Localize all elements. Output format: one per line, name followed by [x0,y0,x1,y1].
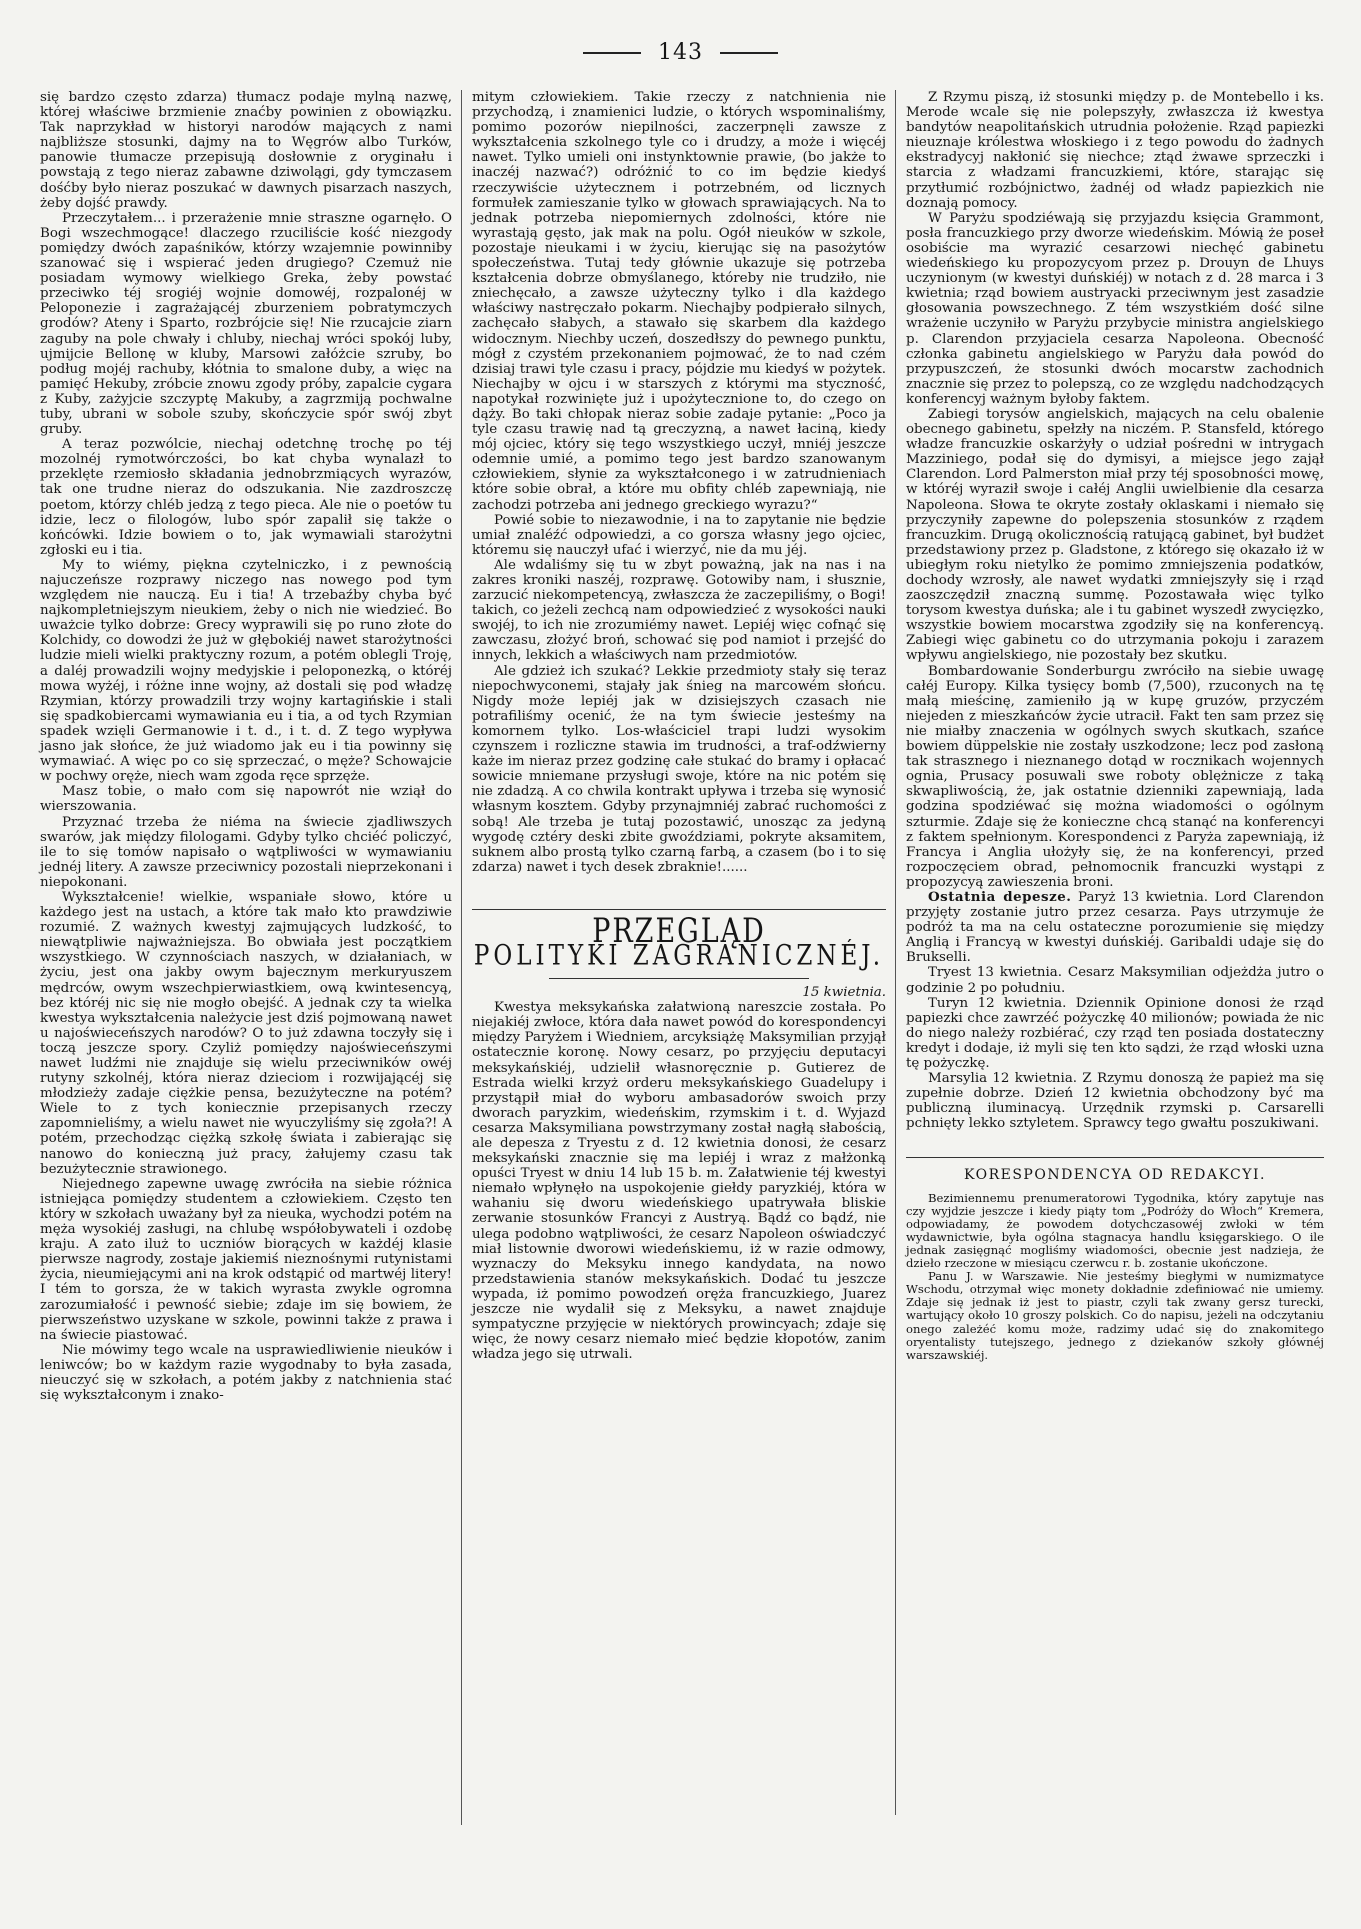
paragraph: Powié sobie to niezawodnie, i na to zapytanie nie będzie umiał znaléźć odpowiedzi, a co gorsza własny jego ojciec, któremu się nauczył ufać i wierzyć, nie da mu jéj. [472,512,886,558]
latest-dispatches [906,890,1324,965]
dispatch: Tryest 13 kwietnia. Cesarz Maksymilian odjeżdża jutro o godzinie 2 po południu. [906,965,1324,996]
column-divider [895,90,896,1815]
paragraph: Z Rzymu piszą, iż stosunki między p. de Montebello i ks. Merode wcale się nie polepszyły, zwłaszcza iż kwestya bandytów neapolitańskich utrudnia położenie. Rząd papiezki nieuznaje królestwa włoskiego i z tego powodu do żadnych ekstradycyj nakłonić się niechce; ztąd żwawe sprzeczki i starcia z władzami francuzkiemi, które, starając się przytłumić rozbójnictwo, żadnéj od władz papiezkich nie doznają pomocy. [906,90,1324,211]
text-column-2 [472,90,886,1362]
paragraph: W Paryżu spodziéwają się przyjazdu księcia Grammont, posła francuzkiego przy dworze wiedeńskim. Mówią że poseł osobiście ma wyrazić cesarzowi niechęć gabinetu wiedeńskiego ku propozycyom przez p. Drouyn de Lhuys uczynionym (w kwestyi duńskiéj) w notach z d. 28 marca i 3 kwietnia; rząd bowiem austryacki przeciwnym jest zasadzie głosowania powszechnego. Z tém wszystkiém dość silne wrażenie uczyniło w Paryżu przybycie ministra angielskiego p. Clarendon przyjaciela cesarza Napoleona. Obecność członka gabinetu angielskiego w Paryżu dała powód do przypuszczeń, że stosunki dwóch mocarstw zachodnich znacznie się przez to polepszą, co ze względu nadchodzących konferencyj ważnym byłoby faktem. [906,210,1324,407]
correspondence-heading: KORESPONDENCYA OD REDAKCYI. [906,1157,1324,1183]
dispatch: Marsylia 12 kwietnia. Z Rzymu donoszą że papież ma się zupełnie dobrze. Dzień 12 kwietnia obchodzony być ma publiczną iluminacyą. Urzędnik rzymski p. Carsarelli pchnięty lekko sztyletem. Sprawcy tego gwałtu poszukiwani. [906,1071,1324,1132]
latest-label: Ostatnia depesze. [928,888,1072,905]
text-column-3 [906,90,1324,1362]
paragraph: A teraz pozwólcie, niechaj odetchnę trochę po téj mozolnéj rymotwórczości, bo kat chyba wynalazł to przeklęte rzemiosło składania jednobrzmiących wyrazów, tak one trudne nieraz do odszukania. Nie zazdroszczę poetom, którzy chléb jedzą z tego pieca. Ale nie o poetów tu idzie, lecz o filologów, lubo spór zapalił się także o końcówki. Idzie bowiem o to, jak wymawiali starożytni zgłoski eu i tia. [40,437,452,558]
paragraph: Przeczytałem... i przerażenie mnie straszne ogarnęło. O Bogi wszechmogące! dlaczego rzuciliście kość niezgody pomiędzy dwóch zapaśników, którzy wzajemnie powinniby szanować się i wspierać jeden drugiego? Czemuż nie posiadam wymowy wielkiego Greka, żeby powstać przeciwko téj srogiéj wojnie domowéj, rozpalonéj w Peloponezie i zagrażającéj zburzeniem pobratymczych grodów? Ateny i Sparto, rozbrójcie się! Nie rzucajcie ziarn zaguby na pole chwały i chluby, niechaj wróci spokój luby, ujmijcie Bellonę w kluby, Marsowi załóżcie szruby, bo podług mojéj rachuby, kłótnia to smalone duby, a więc na pamięć Hekuby, zróbcie znowu zgody próby, zapalcie cygara z Kuby, zażyjcie szczyptę Makuby, a zagrzmiją pochwalne tuby, ubrani w sobole szuby, skończycie spór swój zbyt gruby. [40,210,452,438]
paragraph: Wykształcenie! wielkie, wspaniałe słowo, które u każdego jest na ustach, a które tak mało kto prawdziwie rozumié. Z ważnych kwestyj zajmujących ludzkość, to niewątpliwie najważniejsza. Bo obwiała jest początkiem wszystkiego. W czynnościach naszych, w działaniach, w życiu, jest ona jakby owym bajecznym merkuryuszem mędrców, owym wszechpierwiastkiem, ową kwintesencyą, bez któréj nic się nie mogło obejść. A jednak czy ta wielka kwestya wykształcenia należycie jest dziś pojmowaną nawet u najoświeceńszych narodów? O to już zdawna toczyły się i toczą jeszcze spory. Czyliż pomiędzy najoświeceńszymi nawet ludźmi nie znajduje się wielu przeciwników owéj rutyny szkolnéj, która nieraz dzieciom i rozwijającéj się młodzieży zadaje ciężkie pensa, bezużyteczne na potém? Wiele to z tych koniecznie przepisanych rzeczy zapomnieliśmy, a wielu nawet nie wyuczyliśmy się zgoła?! A potém, przechodząc ciężką szkołę świata i zabierając się nanowo do konieczną już pracy, żałujemy czasu tak bezużytecznie strawionego. [40,889,452,1177]
section-title-line-2: POLITYKI ZAGRANICZNÉJ. [473,940,885,972]
paragraph: Ale gdzież ich szukać? Lekkie przedmioty stały się teraz niepochwyconemi, stajały jak śnieg na marcowém słońcu. Nigdy może lepiéj jak w dzisiejszych czasach nie potrafiliśmy ocenić, że na tym świecie jesteśmy na komornem tylko. Los-właściciel trapi ludzi wysokim czynszem i rozliczne stawia im trudności, a traf-odźwierny każe im nieraz przez godzinę całe stukać do bramy i opłacać sowicie mniemane przysługi swoje, które na nic potém się nie zdadzą. A co chwila kontrakt upływa i trzeba się wynosić własnym kosztem. Gdyby przynajmniéj zabrać ruchomości z sobą! Ale trzeba je tutaj pozostawić, unosząc za jedyną wygodę cztéry deski zbite gwoździami, pokryte aksamitem, suknem albo prostą tylko czarną farbą, a czasem (bo i to się zdarza) nawet i tych desek zbraknie!...... [472,663,886,875]
paragraph: Przyznać trzeba że niéma na świecie zjadliwszych swarów, jak między filologami. Gdyby tylko chciéć policzyć, ile to się tomów napisało o wątpliwości w wymawianiu jednéj litery. A zawsze przeciwnicy pozostali nieprzekonani i niepokonani. [40,814,452,890]
header-rule-right [720,52,778,54]
dispatch: Paryż 13 kwietnia. Lord Clarendon przyjęty zostanie jutro przez cesarza. Pays utrzymuje że podróż ta ma na celu ostateczne porozumienie się między Anglią i Francyą w kwestyi duńskiéj. Garibaldi udaje się do Brukselli. [906,889,1324,966]
paragraph: Niejednego zapewne uwagę zwróciła na siebie różnica istniejąca pomiędzy studentem a człowiekiem. Często ten który w szkołach uważany był za nieuka, wychodzi potém na męża wysokiéj zasługi, na chlubę współobywateli i ozdobę kraju. A zato iluż to uczniów biorących w każdéj klasie pierwsze nagrody, zostaje jakiemiś nieznośnymi rutynistami życia, nieumiejącymi ani na krok odstąpić od martwéj litery! I tém to gorsza, że w takich wyrasta zwykle ogromna zarozumiałość i pewność siebie; zdaje im się bowiem, że pierwszeństwo uzyskane w szkole, powinni także z prawa i na świecie piastować. [40,1176,452,1343]
paragraph: Nie mówimy tego wcale na usprawiedliwienie nieuków i leniwców; bo w każdym razie wygodnaby to była zasada, nieuczyć się w szkołach, a potém jakby z natchnienia stać się wykształconym i znako- [40,1342,452,1404]
column-divider [461,90,462,1825]
section-heading [472,909,886,979]
page-header [0,40,1361,72]
section-title-line-1: PRZEGLĄD [592,911,766,951]
page-number: 143 [658,40,703,65]
header-rule-left [583,52,641,54]
paragraph: mitym człowiekiem. Takie rzeczy z natchnienia nie przychodzą, i znamienici ludzie, o których wspominaliśmy, pomimo pozorów niepilności, zaczerpnęli zawsze z wykształcenia szkolnego tyle co i drudzy, a może i więcéj nawet. Tylko umieli oni instynktownie prawie, (bo jakże to inaczéj nazwać?) odróżnić to co im będzie kiedyś rzeczywiście użytecznem i potrzebném, od licznych formułek zamieszanie tylko w głowach sprawiających. Na to jednak potrzeba niepomiernych zdolności, które nie wyrastają gęsto, jak mak na polu. Ogół nieuków w szkole, pozostaje nieukami i w życiu, kierując się na pasożytów społeczeństwa. Tutaj tedy głównie ukazuje się potrzeba kształcenia dobrze obmyślanego, któreby nie trudziło, nie zniechęcało, a zawsze użyteczny tylko i dla każdego właściwy nastręczało pokarm. Niechajby podpierało silnych, zachęcało słabych, a stawało się skarbem dla każdego widocznym. Niechby uczeń, doszedłszy do pewnego punktu, mógł z czystém przekonaniem pojmować, że to nad czém dzisiaj trawi tyle czasu i pracy, pójdzie mu kiedyś w pożytek. Niechajby w ojcu i w starszych z którymi ma styczność, napotykał rozwinięte już i upożytecznione to, do czego on dąży. Bo taki chłopak nieraz sobie zadaje pytanie: „Poco ja tyle czasu trawię nad tą greczyzną, a nawet łaciną, kiedy mój ojciec, który się tego wszystkiego uczył, mniéj jeszcze odemnie umié, a pomimo tego jest bardzo szanowanym człowiekiem, słynie za wykształconego i w zatrudnieniach które sobie obrał, a które mu obfity chléb zapewniają, nie zachodzi potrzeba ani jednego greckiego wyrazu?“ [472,90,886,513]
correspondence-section [906,1192,1324,1362]
paragraph: Zabiegi torysów angielskich, mających na celu obalenie obecnego gabinetu, spełzły na niczém. P. Stansfeld, którego władze francuzkie oskarżyły o udział pośredni w intrygach Mazziniego, podał się do dymisyi, a miejsce jego zajął Clarendon. Lord Palmerston miał przy téj sposobności mowę, w któréj wyraził swoje i całéj Anglii uwielbienie dla cesarza Napoleona. Słowa te okryte zostały oklaskami i niemało się przyczyniły zapewne do polepszenia stosunków z rządem francuzkim. Drugą okolicznością ratującą gabinet, był budżet przedstawiony przez p. Gladstone, z którego się okazało iż w ubiegłym roku nietylko że pomimo zmniejszenia podatków, dochody wzrosły, ale nawet wydatki zmniejszyły się i rząd zaoszczędził znaczną summę. Pozostawała więc tylko torysom kwestya duńska; ale i tu gabinet wyszedł zwycięzko, wszystkie bowiem mocarstwa zgodziły się na konferencyą. Zabiegi więc gabinetu co do utrzymania pokoju i zarazem wpływu angielskiego, nie pozostały bez skutku. [906,406,1324,664]
paragraph: My to wiémy, piękna czytelniczko, i z pewnością najuczeńsze rozprawy niczego nas nowego pod tym względem nie nauczą. Eu i tia! A trzebaźby chyba być najkompletniejszym nieukiem, żeby o nich nie wiedzieć. Bo uważcie tylko dobrze: Grecy wyprawili się po runo złote do Kolchidy, co dowodzi że już w głębokiéj nawet starożytności ludzie mieli wielki praktyczny rozum, a potém oblegli Troję, a daléj prowadzili wojny medyjskie i peloponezką, o któréj mowa wyżéj, i różne inne wojny, aż dostali się pod władzę Rzymian, którzy prowadzili trzy wojny kartagińskie i stali się spadkobiercami wymawiania eu i tia, a od tych Rzymian spadek wzięli Germanowie i t. d., i t. d. Z tego wypływa jasno jak słońce, że już wiadomo jak eu i tia powinny się wymawiać. A więc po co się sprzeczać, o męże? Schowajcie w pochwy oręże, niech wam zgoda ręce sprzęże. [40,557,452,785]
paragraph: się bardzo często zdarza) tłumacz podaje mylną nazwę, której właściwe brzmienie znaćby powinien z obowiązku. Tak naprzykład w historyi narodów mających z nami najbliższe stosunki, dajmy na to Węgrów albo Turków, panowie tłumacze przepisują dosłownie z oryginału i powstają z tego nieraz zabawne dziwolągi, gdy tymczasem dośćby było nieraz poszukać w dawnych pisarzach naszych, żeby dojść prawdy. [40,90,452,211]
paragraph: Masz tobie, o mało com się napowrót nie wziął do wierszowania. [40,784,452,815]
paragraph: Ale wdaliśmy się tu w zbyt poważną, jak na nas i na zakres kroniki naszéj, rozprawę. Gotowiby nam, i słusznie, zarzucić niekompetencyą, zwłaszcza że zaczepiliśmy, o Bogi! takich, co jeżeli zechcą nam odpowiedzieć z wysokości nauki swojéj, to ich nie zrozumiémy nawet. Lepiéj więc cofnąć się zawczasu, złożyć broń, schować się pod namiot i przejść do innych, lekkich a właściwych nam przedmiotów. [472,557,886,664]
correspondence-item: Bezimiennemu prenumeratorowi Tygodnika, który zapytuje nas czy wyjdzie jeszcze i kiedy piąty tom „Podróży do Włoch“ Kremera, odpowiadamy, że powodem dotychczasowéj zwłoki w tém wydawnictwie, była ogólna stagnacya handlu księgarskiego. O ile jednak zasięgnąć mogliśmy wiadomości, obecnie jest nadzieja, że dzieło rzeczone w miesiącu czerwcu r. b. zostanie ukończone. [906,1190,1324,1271]
paragraph: Kwestya meksykańska załatwioną nareszcie została. Po niejakiéj zwłoce, która dała nawet powód do korespondencyi między Paryżem i Wiedniem, arcyksiążę Maksymilian przyjął ostatecznie koronę. Nowy cesarz, po przyjęciu deputacyi meksykańskiéj, udzielił własnoręcznie p. Gutierez de Estrada wielki krzyż orderu meksykańskiego Guadelupy i przystąpił miał do wyboru ambasadorów swoich przy dworach paryzkim, wiedeńskim, rzymskim i t. d. Wyjazd cesarza Maksymiliana powstrzymany został nagłą słabością, ale depesza z Tryestu z d. 12 kwietnia donosi, że cesarz meksykański znacznie się ma lepiéj i wraz z małżonką opuści Tryest w dniu 14 lub 15 b. m. Załatwienie téj kwestyi niemało wpłynęło na uspokojenie giełdy paryzkiéj, która w wahaniu się dworu wiedeńskiego upatrywała bliskie zerwanie stosunków Francyi z Austryą. Bądź co bądź, nie ulega podobno wątpliwości, że cesarz Napoleon oświadczyć miał listownie dworowi wiedeńskiemu, iż w razie odmowy, wyznaczy do Meksyku innego kandydata, na nowo przedstawienia stanów meksykańskich. Dodać tu jeszcze wypada, iż pomimo powodzeń oręża francuzkiego, Juarez jeszcze nie wydalił się z Meksyku, a nawet znajduje sympatyczne przyjęcie w niektórych prowincyach; zdaje się więc, że nowy cesarz niemało mieć będzie kłopotów, zanim władza jego się utrwali. [472,1000,886,1363]
text-column-1 [40,90,452,1403]
correspondence-item: Panu J. w Warszawie. Nie jesteśmy biegłymi w numizmatyce Wschodu, otrzymał więc monety dokładnie zdefiniować nie umiemy. Zdaje się jednak iż jest to piastr, czyli tak zwany gersz turecki, wartujący około 10 groszy polskich. Co do napisu, jeżeli na odczytaniu onego zależéć komu może, radzimy udać się do znakomitego oryentalisty tutejszego, jednego z dziekanów szkoły głównéj warszawskiéj. [906,1269,1324,1362]
section-date: 15 kwietnia. [802,985,886,1001]
dispatch: Turyn 12 kwietnia. Dziennik Opinione donosi że rząd papiezki chce zawrzéć pożyczkę 40 milionów; powiada że nic do niego należy rozbiérać, czy rząd ten posiada dostateczny kredyt i dodaje, iż myli się ten kto sądzi, że rząd włoski uzna tę pożyczkę. [906,995,1324,1071]
heading-underline [549,978,809,979]
paragraph: Bombardowanie Sonderburgu zwróciło na siebie uwagę całéj Europy. Kilka tysięcy bomb (7,500), rzuconych na tę małą mieścinę, zamieniło ją w kupę gruzów, przyczém niejeden z mieszkańców życie utracił. Fakt ten sam przez się nie miałby znaczenia w ogólnych swych skutkach, szańce bowiem düppelskie nie zostały uszkodzone; lecz pod zasłoną tak strasznego i nieznanego dotąd w rocznikach wojennych ognia, Prusacy posuwali swe roboty oblężnicze z taką skwapliwością, że, jak ostatnie dzienniki zapewniają, lada godzina spodziéwać się można wiadomości o ogólnym szturmie. Zdaje się że konieczne chcą stanąć na konferencyi z faktem spełnionym. Korespondenci z Paryża zapewniają, iż Francya i Anglia ułożyły się, że na konferencyi, przed rozpoczęciem obrad, pełnomocnik francuzki wystąpi z propozycyą zawieszenia broni. [906,663,1324,890]
